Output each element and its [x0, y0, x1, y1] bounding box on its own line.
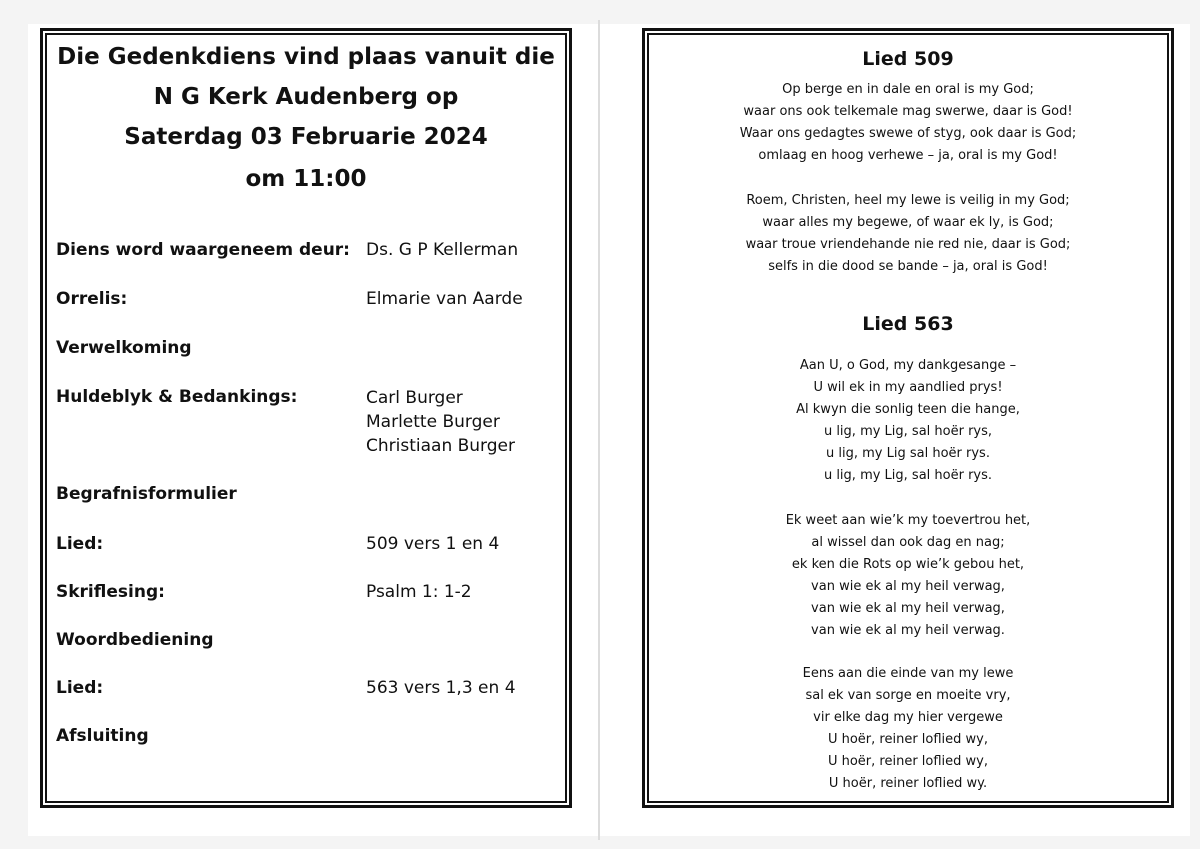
row-label-officiant: Diens word waargeneem deur:	[56, 240, 350, 260]
lyric-line: sal ek van sorge en moeite vry,	[805, 688, 1011, 703]
tribute-speaker: Christiaan Burger	[366, 436, 515, 456]
heading-line-4: om 11:00	[245, 166, 367, 192]
page-fold	[598, 20, 600, 840]
lyric-line: Eens aan die einde van my lewe	[802, 666, 1014, 681]
program-heading	[40, 28, 572, 208]
heading-line-2: N G Kerk Audenberg op	[153, 84, 459, 110]
row-label-reading: Skriflesing:	[56, 582, 165, 602]
row-label-welcome: Verwelkoming	[56, 338, 192, 358]
row-label-burial-form: Begrafnisformulier	[56, 484, 237, 504]
song-title-563: Lied 563	[862, 313, 954, 335]
song-509-stanza-1	[642, 79, 1174, 167]
row-label-hymn-2: Lied:	[56, 678, 104, 698]
lyric-line: u lig, my Lig, sal hoër rys.	[823, 468, 993, 483]
lyric-line: U hoër, reiner loflied wy,	[827, 754, 989, 769]
lyric-line: Op berge en in dale en oral is my God;	[782, 82, 1034, 97]
lyric-line: waar alles my begewe, of waar ek ly, is God;	[762, 215, 1054, 230]
row-value-tributes	[366, 386, 515, 458]
heading-line-3: Saterdag 03 Februarie 2024	[124, 124, 488, 150]
lyric-line: U wil ek in my aandlied prys!	[813, 380, 1003, 395]
lyric-line: U hoër, reiner loflied wy,	[827, 732, 989, 747]
lyric-line: al wissel dan ook dag en nag;	[811, 535, 1005, 550]
lyric-line: selfs in die dood se bande – ja, oral is God!	[768, 259, 1048, 274]
song-563-stanza-2	[642, 510, 1174, 642]
row-label-sermon: Woordbediening	[56, 630, 214, 650]
lyric-line: Al kwyn die sonlig teen die hange,	[796, 402, 1020, 417]
lyric-line: Ek weet aan wie’k my toevertrou het,	[785, 513, 1031, 528]
lyric-line: omlaag en hoog verhewe – ja, oral is my God!	[758, 148, 1058, 163]
lyric-line: Waar ons gedagtes swewe of styg, ook daar is God;	[739, 126, 1077, 141]
lyric-line: van wie ek al my heil verwag,	[811, 579, 1005, 594]
song-509-stanza-2	[642, 190, 1174, 278]
row-label-tributes: Huldeblyk & Bedankings:	[56, 387, 298, 407]
song-563-stanza-3	[642, 663, 1174, 795]
row-value-reading: Psalm 1: 1-2	[366, 582, 472, 602]
row-value-hymn-1: 509 vers 1 en 4	[366, 534, 500, 554]
lyric-line: waar ons ook telkemale mag swerwe, daar is God!	[743, 104, 1073, 119]
row-label-hymn-1: Lied:	[56, 534, 104, 554]
row-label-organist: Orrelis:	[56, 289, 128, 309]
lyric-line: van wie ek al my heil verwag.	[811, 623, 1005, 638]
lyric-line: waar troue vriendehande nie red nie, daar is God;	[745, 237, 1071, 252]
tribute-speaker: Marlette Burger	[366, 412, 500, 432]
lyric-line: u lig, my Lig sal hoër rys.	[826, 446, 990, 461]
tribute-speaker: Carl Burger	[366, 388, 463, 408]
lyric-line: U hoër, reiner loflied wy.	[828, 776, 988, 791]
song-563-stanza-1	[642, 355, 1174, 487]
row-label-closing: Afsluiting	[56, 726, 149, 746]
lyric-line: Aan U, o God, my dankgesange –	[799, 358, 1017, 373]
lyric-line: u lig, my Lig, sal hoër rys,	[823, 424, 993, 439]
lyric-line: van wie ek al my heil verwag,	[811, 601, 1005, 616]
row-value-officiant: Ds. G P Kellerman	[366, 240, 519, 260]
row-value-hymn-2: 563 vers 1,3 en 4	[366, 678, 516, 698]
lyric-line: vir elke dag my hier vergewe	[813, 710, 1003, 725]
lyric-line: Roem, Christen, heel my lewe is veilig in my God;	[746, 193, 1070, 208]
heading-line-1: Die Gedenkdiens vind plaas vanuit die	[57, 44, 555, 70]
song-title-509: Lied 509	[862, 48, 954, 70]
row-value-organist: Elmarie van Aarde	[366, 289, 523, 309]
lyric-line: ek ken die Rots op wie’k gebou het,	[791, 557, 1025, 572]
